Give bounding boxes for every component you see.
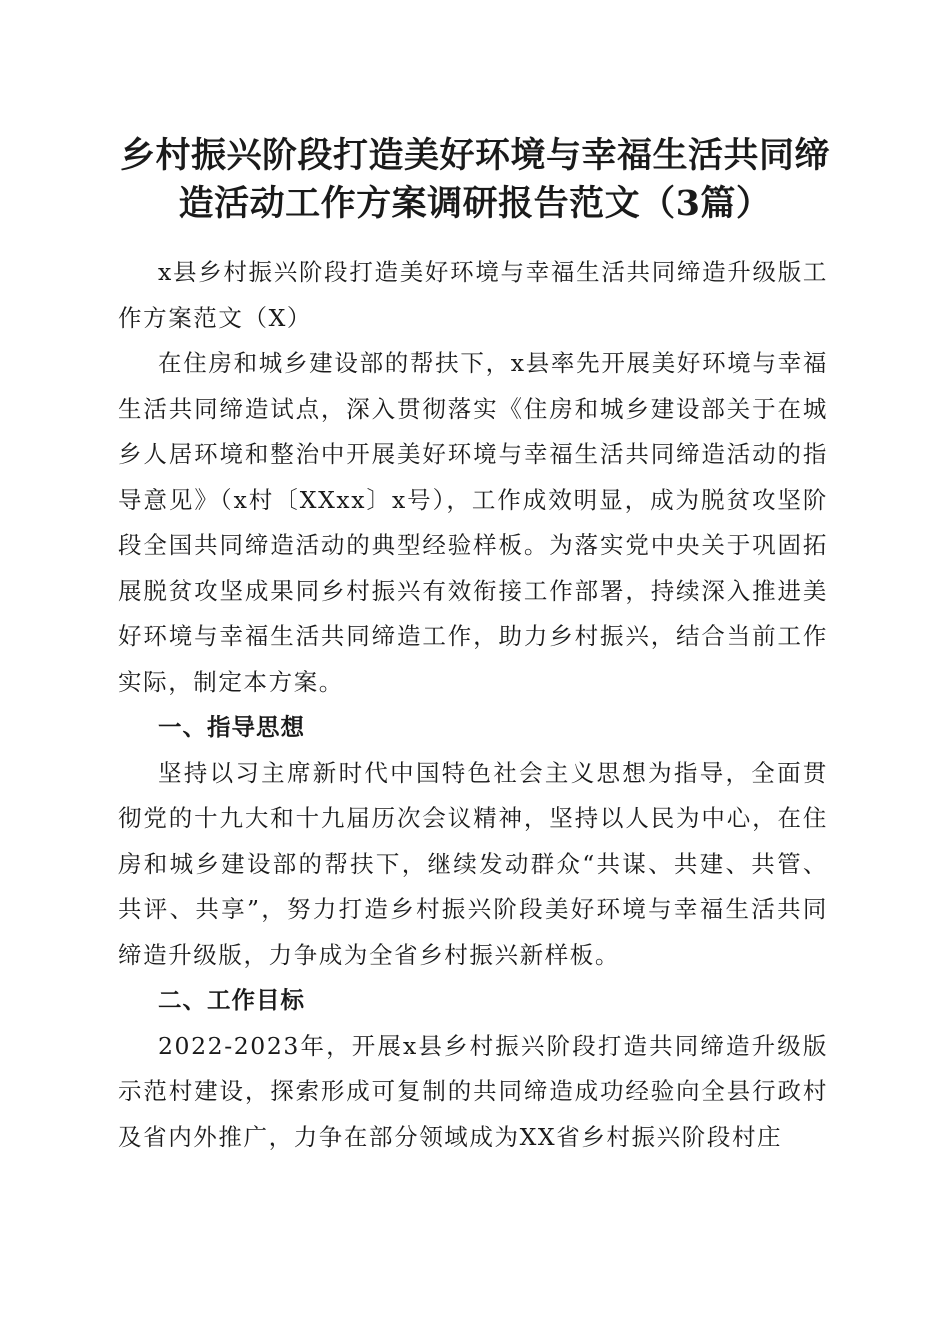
intro-paragraph: 在住房和城乡建设部的帮扶下，x县率先开展美好环境与幸福生活共同缔造试点，深入贯彻落实《住房和城乡建设部关于在城乡人居环境和整治中开展美好环境与幸福生活共同缔造活动的指导意见》（x村〔XXxx〕x号），工作成效明显，成为脱贫攻坚阶段全国共同缔造活动的典型经验样板。为落实党中央关于巩固拓展脱贫攻坚成果同乡村振兴有效衔接工作部署，持续深入推进美好环境与幸福生活共同缔造工作，助力乡村振兴，结合当前工作实际，制定本方案。	[118, 349, 828, 696]
document-body	[118, 250, 828, 1160]
title-line-2: 造活动工作方案调研报告范文（3篇）	[178, 183, 772, 224]
section-heading-guiding-ideology: 一、指导思想	[158, 713, 305, 741]
document-title	[110, 132, 840, 228]
section-paragraph-guiding-ideology: 坚持以习主席新时代中国特色社会主义思想为指导，全面贯彻党的十九大和十九届历次会议精神，坚持以人民为中心，在住房和城乡建设部的帮扶下，继续发动群众“共谋、共建、共管、共评、共享”，努力打造乡村振兴阶段美好环境与幸福生活共同缔造升级版，力争成为全省乡村振兴新样板。	[118, 758, 828, 969]
section-heading-work-goals: 二、工作目标	[158, 986, 305, 1014]
subtitle-paragraph: x县乡村振兴阶段打造美好环境与幸福生活共同缔造升级版工作方案范文（X）	[118, 258, 828, 332]
section-paragraph-work-goals: 2022-2023年，开展x县乡村振兴阶段打造共同缔造升级版示范村建设，探索形成可复制的共同缔造成功经验向全县行政村及省内外推广，力争在部分领域成为XX省乡村振兴阶段村庄	[118, 1031, 828, 1151]
title-line-1: 乡村振兴阶段打造美好环境与幸福生活共同缔	[119, 135, 830, 176]
